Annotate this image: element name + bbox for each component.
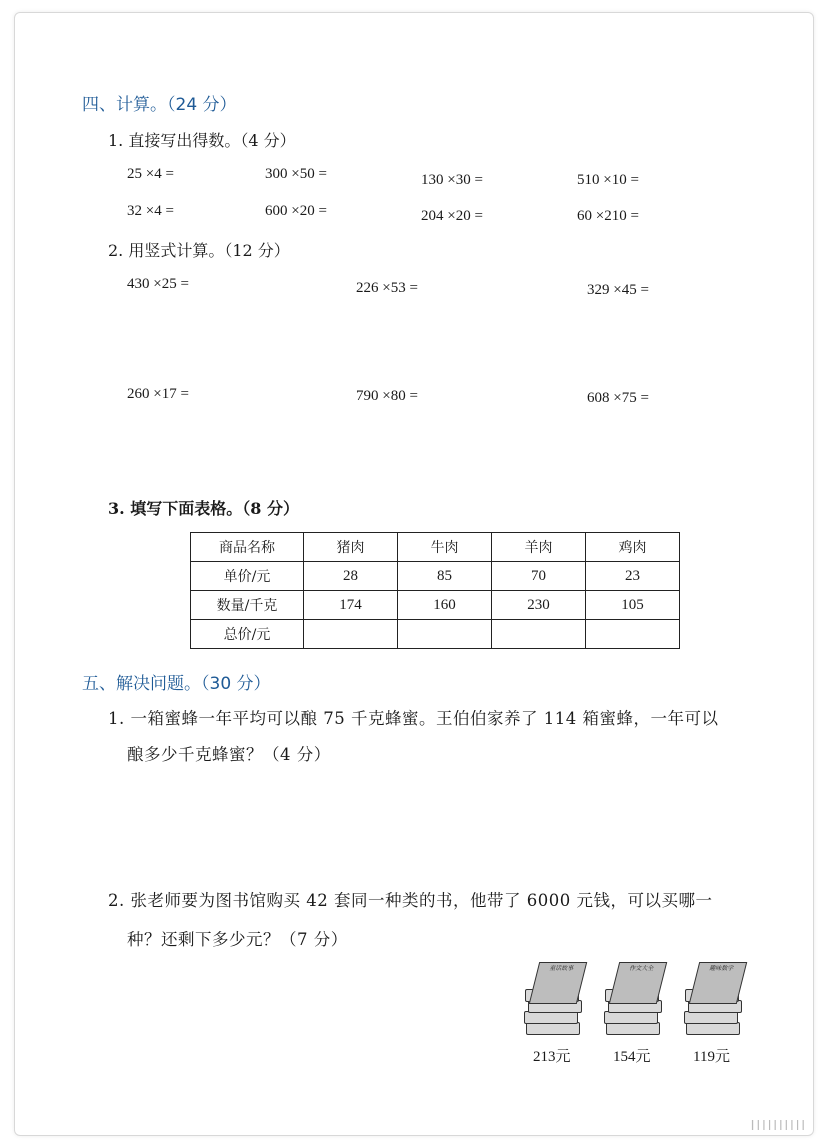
table-cell: 105 [586,591,680,620]
q3-title: 3. 填写下面表格。（8 分） [108,499,299,518]
book-stack-2 [604,962,664,1042]
table-row [191,591,680,620]
expr: 130 ×30 = [421,172,483,188]
book-cover: 童话故事 [529,962,587,1004]
table-cell: 总价/元 [191,620,304,649]
expr: 430 ×25 = [127,276,189,292]
expr: 600 ×20 = [265,203,327,219]
table-cell [304,620,398,649]
expr: 25 ×4 = [127,166,174,182]
price-table [190,532,680,649]
expr: 300 ×50 = [265,166,327,182]
table-cell [586,620,680,649]
table-cell: 商品名称 [191,533,304,562]
q2-title: 2. 用竖式计算。（12 分） [108,241,290,260]
table-cell: 174 [304,591,398,620]
book-price: 154元 [613,1049,651,1065]
expr: 226 ×53 = [356,280,418,296]
table-cell: 28 [304,562,398,591]
table-cell: 数量/千克 [191,591,304,620]
book-cover: 作文大全 [609,962,667,1004]
book-price: 119元 [693,1049,730,1065]
table-cell: 牛肉 [398,533,492,562]
watermark: Illlllllll [750,1119,807,1134]
table-cell: 单价/元 [191,562,304,591]
expr: 204 ×20 = [421,208,483,224]
table-cell: 230 [492,591,586,620]
table-cell: 猪肉 [304,533,398,562]
table-cell: 70 [492,562,586,591]
section-4-title: 四、计算。（24 分） [82,95,237,115]
expr: 329 ×45 = [587,282,649,298]
q1-title: 1. 直接写出得数。（4 分） [108,131,296,150]
book-stack-1 [524,962,584,1042]
table-cell [398,620,492,649]
table-cell: 23 [586,562,680,591]
table-cell: 鸡肉 [586,533,680,562]
expr: 32 ×4 = [127,203,174,219]
table-row [191,620,680,649]
expr: 790 ×80 = [356,388,418,404]
problem-1-line-2: 酿多少千克蜂蜜？（4 分） [127,745,331,764]
table-cell: 160 [398,591,492,620]
table-cell: 羊肉 [492,533,586,562]
expr: 260 ×17 = [127,386,189,402]
table-cell [492,620,586,649]
book-stack-3 [684,962,744,1042]
problem-2-line-1: 2. 张老师要为图书馆购买 42 套同一种类的书，他带了 6000 元钱，可以买哪一 [108,891,713,910]
expr: 510 ×10 = [577,172,639,188]
table-cell: 85 [398,562,492,591]
problem-1-line-1: 1. 一箱蜜蜂一年平均可以酿 75 千克蜂蜜。王伯伯家养了 114 箱蜜蜂，一年可以 [108,709,719,728]
problem-2-line-2: 种？还剩下多少元？（7 分） [127,930,348,949]
book-price: 213元 [533,1049,571,1065]
expr: 60 ×210 = [577,208,639,224]
table-row [191,562,680,591]
expr: 608 ×75 = [587,390,649,406]
table-row [191,533,680,562]
section-5-title: 五、解决问题。（30 分） [82,674,271,694]
book-cover: 趣味数学 [689,962,747,1004]
